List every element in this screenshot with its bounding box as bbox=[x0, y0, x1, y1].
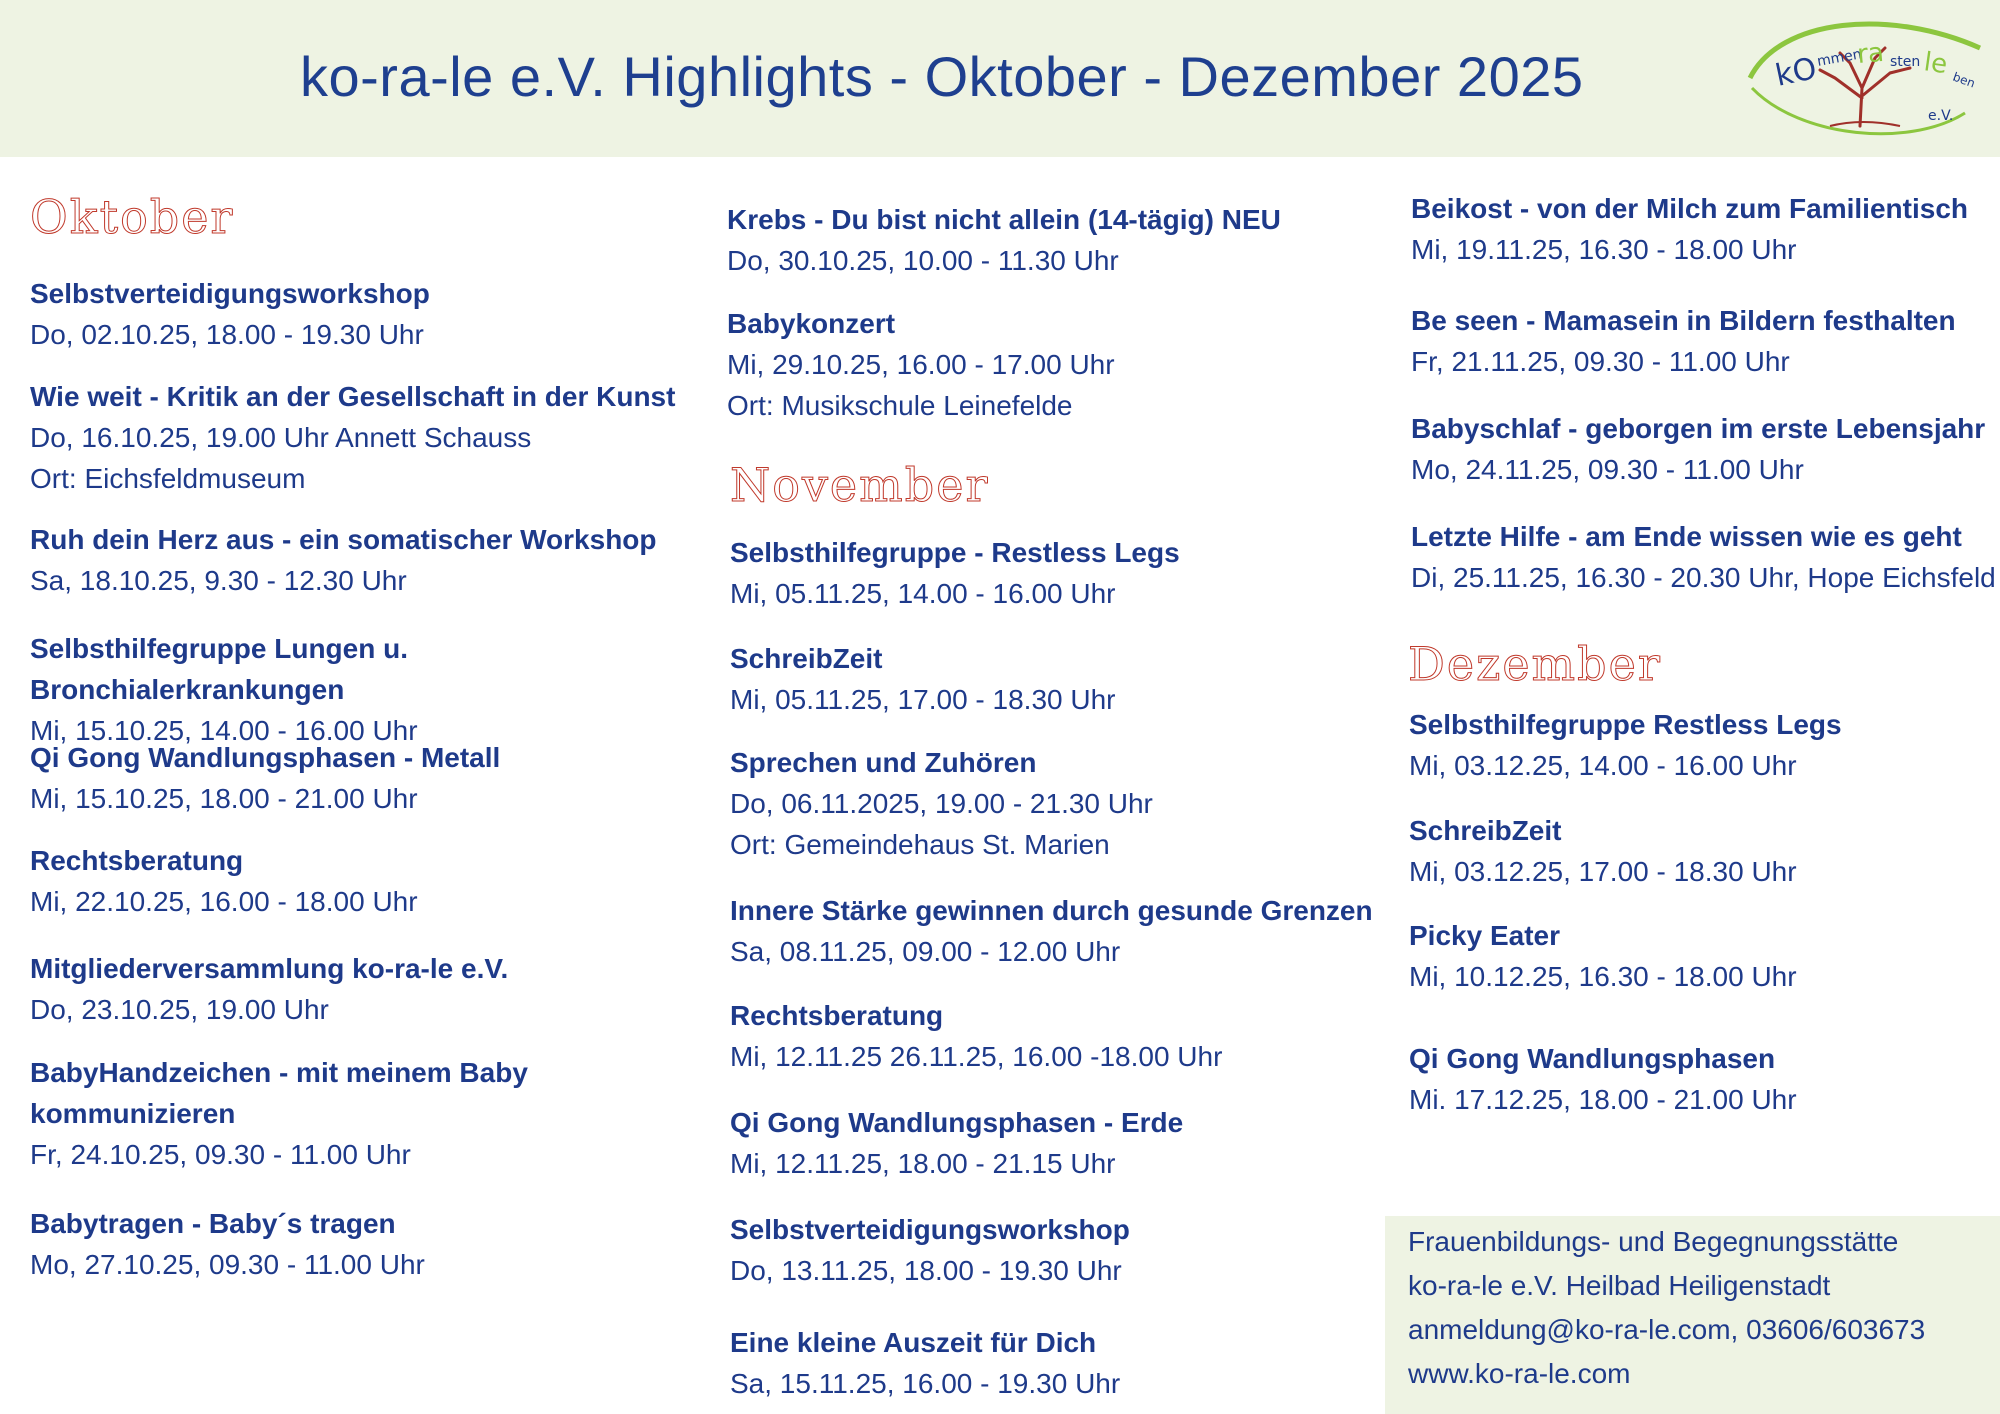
svg-text:mmen: mmen bbox=[1815, 46, 1863, 70]
svg-text:ben: ben bbox=[1950, 69, 1978, 91]
event-entry bbox=[1411, 408, 2000, 490]
event-entry bbox=[1411, 188, 2000, 270]
contact-website[interactable]: www.ko-ra-le.com bbox=[1408, 1358, 1631, 1389]
event-date: Mi, 03.12.25, 14.00 - 16.00 Uhr bbox=[1409, 750, 1797, 781]
event-location: Ort: Eichsfeldmuseum bbox=[30, 463, 306, 494]
event-entry bbox=[30, 376, 720, 499]
contact-email-phone[interactable]: anmeldung@ko-ra-le.com, 03606/603673 bbox=[1408, 1314, 1926, 1345]
event-entry bbox=[730, 638, 1420, 720]
event-date: Mi. 17.12.25, 18.00 - 21.00 Uhr bbox=[1409, 1084, 1797, 1115]
event-title: BabyHandzeichen - mit meinem Baby bbox=[30, 1057, 528, 1088]
event-entry bbox=[30, 840, 720, 922]
event-date: Do, 13.11.25, 18.00 - 19.30 Uhr bbox=[730, 1255, 1122, 1286]
svg-text:sten: sten bbox=[1890, 54, 1921, 70]
event-entry bbox=[30, 519, 720, 601]
event-entry bbox=[730, 1209, 1420, 1291]
event-date: Mi, 12.11.25 26.11.25, 16.00 -18.00 Uhr bbox=[730, 1041, 1223, 1072]
event-title: Qi Gong Wandlungsphasen bbox=[1409, 1043, 1776, 1074]
event-title: Letzte Hilfe - am Ende wissen wie es geht bbox=[1411, 521, 1962, 552]
contact-box bbox=[1385, 1216, 2000, 1414]
event-entry bbox=[1409, 810, 2000, 892]
event-date: Mi, 05.11.25, 14.00 - 16.00 Uhr bbox=[730, 578, 1116, 609]
event-date: Mi, 15.10.25, 14.00 - 16.00 Uhr bbox=[30, 715, 418, 746]
event-entry bbox=[30, 273, 720, 355]
month-heading-dezember: Dezember bbox=[1408, 637, 1662, 691]
event-date: Do, 02.10.25, 18.00 - 19.30 Uhr bbox=[30, 319, 424, 350]
event-date: Mi, 03.12.25, 17.00 - 18.30 Uhr bbox=[1409, 856, 1797, 887]
event-entry bbox=[1409, 915, 2000, 997]
event-entry bbox=[30, 1203, 720, 1285]
event-date: Sa, 15.11.25, 16.00 - 19.30 Uhr bbox=[730, 1368, 1121, 1399]
event-title: Ruh dein Herz aus - ein somatischer Workshop bbox=[30, 524, 657, 555]
event-date: Sa, 08.11.25, 09.00 - 12.00 Uhr bbox=[730, 936, 1121, 967]
event-title: Babytragen - Baby´s tragen bbox=[30, 1208, 396, 1239]
event-date: Do, 06.11.2025, 19.00 - 21.30 Uhr bbox=[730, 788, 1153, 819]
header-band bbox=[0, 0, 2000, 157]
event-entry bbox=[730, 742, 1420, 865]
event-title: Mitgliederversammlung ko-ra-le e.V. bbox=[30, 953, 509, 984]
event-date: Sa, 18.10.25, 9.30 - 12.30 Uhr bbox=[30, 565, 407, 596]
event-date: Mi, 10.12.25, 16.30 - 18.00 Uhr bbox=[1409, 961, 1797, 992]
event-entry bbox=[30, 1052, 720, 1175]
event-location: Ort: Musikschule Leinefelde bbox=[727, 390, 1073, 421]
event-location: Ort: Gemeindehaus St. Marien bbox=[730, 829, 1110, 860]
event-title: SchreibZeit bbox=[730, 643, 883, 674]
event-title: Selbsthilfegruppe Lungen u. Bronchialerkrankungen bbox=[30, 633, 408, 705]
event-title: Beikost - von der Milch zum Familientisch bbox=[1411, 193, 1968, 224]
event-title: Eine kleine Auszeit für Dich bbox=[730, 1327, 1097, 1358]
event-date: Fr, 24.10.25, 09.30 - 11.00 Uhr bbox=[30, 1139, 411, 1170]
event-title: Rechtsberatung bbox=[30, 845, 244, 876]
event-title: Rechtsberatung bbox=[730, 1000, 944, 1031]
event-title: Wie weit - Kritik an der Gesellschaft in der Kunst bbox=[30, 381, 676, 412]
event-title: Selbsthilfegruppe - Restless Legs bbox=[730, 537, 1180, 568]
event-title: Be seen - Mamasein in Bildern festhalten bbox=[1411, 305, 1956, 336]
event-date: Do, 23.10.25, 19.00 Uhr bbox=[30, 994, 329, 1025]
event-entry bbox=[730, 1322, 1420, 1404]
event-entry bbox=[1409, 1038, 2000, 1120]
event-entry bbox=[730, 995, 1420, 1077]
event-entry bbox=[1411, 300, 2000, 382]
event-title: Qi Gong Wandlungsphasen - Erde bbox=[730, 1107, 1184, 1138]
event-title: Babykonzert bbox=[727, 308, 896, 339]
event-date: Mi, 19.11.25, 16.30 - 18.00 Uhr bbox=[1411, 234, 1797, 265]
event-date: Fr, 21.11.25, 09.30 - 11.00 Uhr bbox=[1411, 346, 1790, 377]
event-date: Mi, 15.10.25, 18.00 - 21.00 Uhr bbox=[30, 783, 418, 814]
event-entry bbox=[730, 890, 1420, 972]
contact-address: ko-ra-le e.V. Heilbad Heiligenstadt bbox=[1408, 1270, 1831, 1301]
event-title: Selbsthilfegruppe Restless Legs bbox=[1409, 709, 1842, 740]
event-title: Sprechen und Zuhören bbox=[730, 747, 1037, 778]
event-entry bbox=[727, 199, 1417, 281]
event-title: Innere Stärke gewinnen durch gesunde Grenzen bbox=[730, 895, 1373, 926]
svg-text:ra: ra bbox=[1855, 37, 1886, 70]
event-entry bbox=[1411, 516, 2000, 598]
event-entry bbox=[727, 303, 1417, 426]
event-title: Babyschlaf - geborgen im erste Lebensjahr bbox=[1411, 413, 1986, 444]
event-date: Do, 30.10.25, 10.00 - 11.30 Uhr bbox=[727, 245, 1119, 276]
svg-text:e.V.: e.V. bbox=[1928, 108, 1954, 124]
event-title: Krebs - Du bist nicht allein (14-tägig) NEU bbox=[727, 204, 1281, 235]
event-title: Picky Eater bbox=[1409, 920, 1560, 951]
contact-org: Frauenbildungs- und Begegnungsstätte bbox=[1408, 1226, 1899, 1257]
event-title: Selbstverteidigungsworkshop bbox=[730, 1214, 1130, 1245]
event-entry bbox=[30, 628, 720, 751]
event-date: Mi, 12.11.25, 18.00 - 21.15 Uhr bbox=[730, 1148, 1116, 1179]
event-entry bbox=[730, 532, 1420, 614]
event-date: Mi, 29.10.25, 16.00 - 17.00 Uhr bbox=[727, 349, 1115, 380]
event-entry bbox=[30, 737, 720, 819]
event-entry bbox=[730, 1102, 1420, 1184]
page-title: ko-ra-le e.V. Highlights - Oktober - Dezember 2025 bbox=[300, 45, 1584, 108]
event-date: Mo, 27.10.25, 09.30 - 11.00 Uhr bbox=[30, 1249, 425, 1280]
svg-text:kO: kO bbox=[1772, 51, 1820, 94]
event-entry bbox=[30, 948, 720, 1030]
event-date: Do, 16.10.25, 19.00 Uhr Annett Schauss bbox=[30, 422, 532, 453]
event-title: Qi Gong Wandlungsphasen - Metall bbox=[30, 742, 501, 773]
event-date: Mi, 22.10.25, 16.00 - 18.00 Uhr bbox=[30, 886, 418, 917]
korale-logo bbox=[1740, 8, 1990, 153]
event-title: SchreibZeit bbox=[1409, 815, 1562, 846]
month-heading-november: November bbox=[730, 458, 990, 512]
event-date: Mo, 24.11.25, 09.30 - 11.00 Uhr bbox=[1411, 454, 1804, 485]
event-entry bbox=[1409, 704, 2000, 786]
event-date: Mi, 05.11.25, 17.00 - 18.30 Uhr bbox=[730, 684, 1116, 715]
event-date: Di, 25.11.25, 16.30 - 20.30 Uhr, Hope Eichsfeld bbox=[1411, 562, 1996, 593]
event-title-continued: kommunizieren bbox=[30, 1098, 236, 1129]
event-title: Selbstverteidigungsworkshop bbox=[30, 278, 430, 309]
month-heading-oktober: Oktober bbox=[30, 190, 235, 244]
svg-text:le: le bbox=[1922, 47, 1950, 81]
